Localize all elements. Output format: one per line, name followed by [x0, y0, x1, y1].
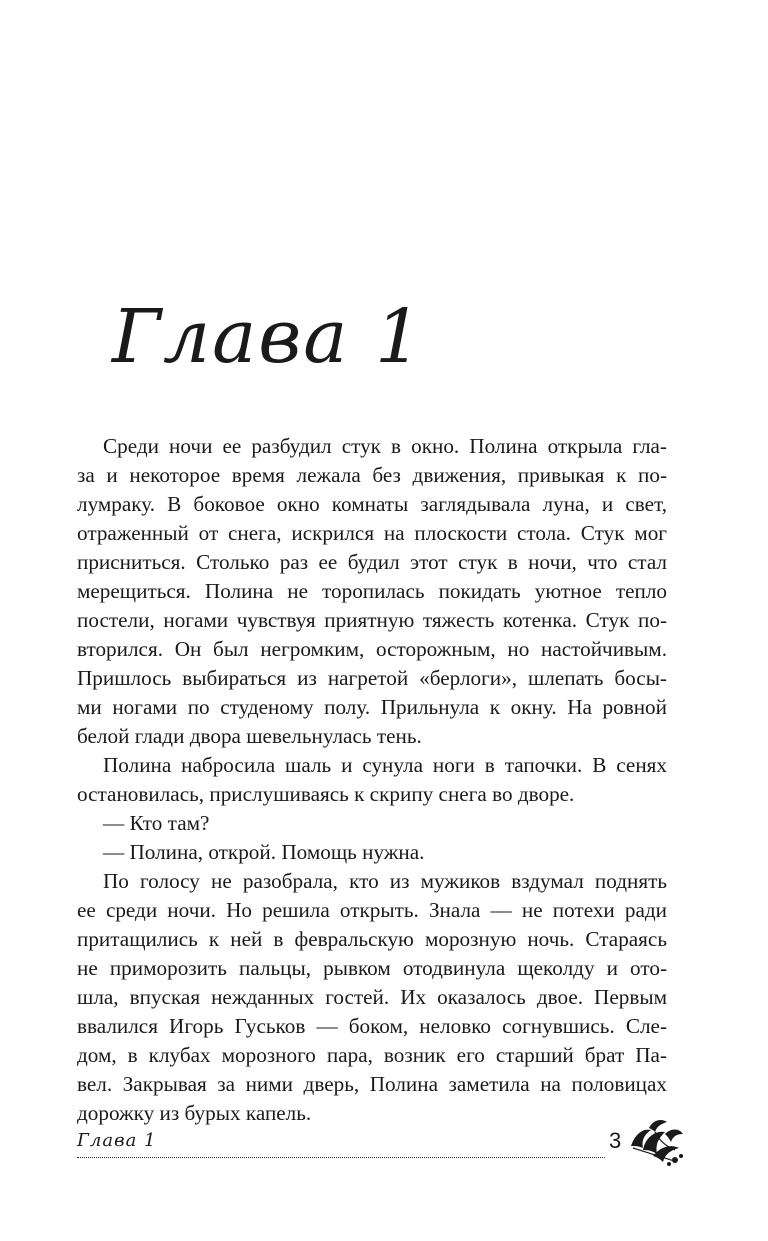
- text-line: шла, впуская нежданных гостей. Их оказалось двое. Первым: [77, 985, 667, 1009]
- footer-dotted-rule: [77, 1157, 605, 1158]
- chapter-title: Глава 1: [112, 294, 425, 380]
- text-line: ввалился Игорь Гуськов — боком, неловко согнувшись. Сле-: [77, 1014, 667, 1038]
- text-line: белой глади двора шевельнулась тень.: [77, 724, 422, 748]
- text-line: Полина набросила шаль и сунула ноги в тапочки. В сенях: [103, 753, 667, 777]
- floral-ornament-icon: [625, 1116, 685, 1168]
- text-line: не приморозить пальцы, рывком отодвинула щеколду и ото-: [77, 956, 667, 980]
- page-number: 3: [609, 1128, 622, 1153]
- dialogue-line: — Полина, открой. Помощь нужна.: [103, 840, 425, 864]
- text-line: Среди ночи ее разбудил стук в окно. Полина открыла гла-: [103, 434, 667, 458]
- text-line: притащились к ней в февральскую морозную ночь. Стараясь: [77, 927, 667, 951]
- text-line: постели, ногами чувствуя приятную тяжесть котенка. Стук по-: [77, 608, 667, 632]
- text-line: лумраку. В боковое окно комнаты заглядывала луна, и свет,: [77, 492, 667, 516]
- text-line: дом, в клубах морозного пара, возник его старший брат Па-: [77, 1043, 667, 1067]
- text-line: мерещиться. Полина не торопилась покидать уютное тепло: [77, 579, 667, 603]
- body-text: [77, 432, 667, 1128]
- text-line: вел. Закрывая за ними дверь, Полина заметила на половицах: [77, 1072, 667, 1096]
- text-line: ми ногами по студеному полу. Прильнула к окну. На ровной: [77, 695, 667, 719]
- text-line: вторился. Он был негромким, осторожным, но настойчивым.: [77, 637, 667, 661]
- text-line: ее среди ночи. Но решила открыть. Знала — не потехи ради: [77, 898, 667, 922]
- text-line: за и некоторое время лежала без движения, привыкая к по-: [77, 463, 667, 487]
- text-line: присниться. Столько раз ее будил этот стук в ночи, что стал: [77, 550, 667, 574]
- text-line: отраженный от снега, искрился на плоскости стола. Стук мог: [77, 521, 667, 545]
- text-line: Пришлось выбираться из нагретой «берлоги», шлепать босы-: [77, 666, 667, 690]
- dialogue-line: — Кто там?: [103, 811, 210, 835]
- running-head: Глава 1: [77, 1130, 157, 1151]
- text-line: остановилась, прислушиваясь к скрипу снега во дворе.: [77, 782, 575, 806]
- text-line: дорожку из бурых капель.: [77, 1101, 312, 1125]
- page-footer: [77, 1130, 687, 1170]
- text-line: По голосу не разобрала, кто из мужиков вздумал поднять: [103, 869, 667, 893]
